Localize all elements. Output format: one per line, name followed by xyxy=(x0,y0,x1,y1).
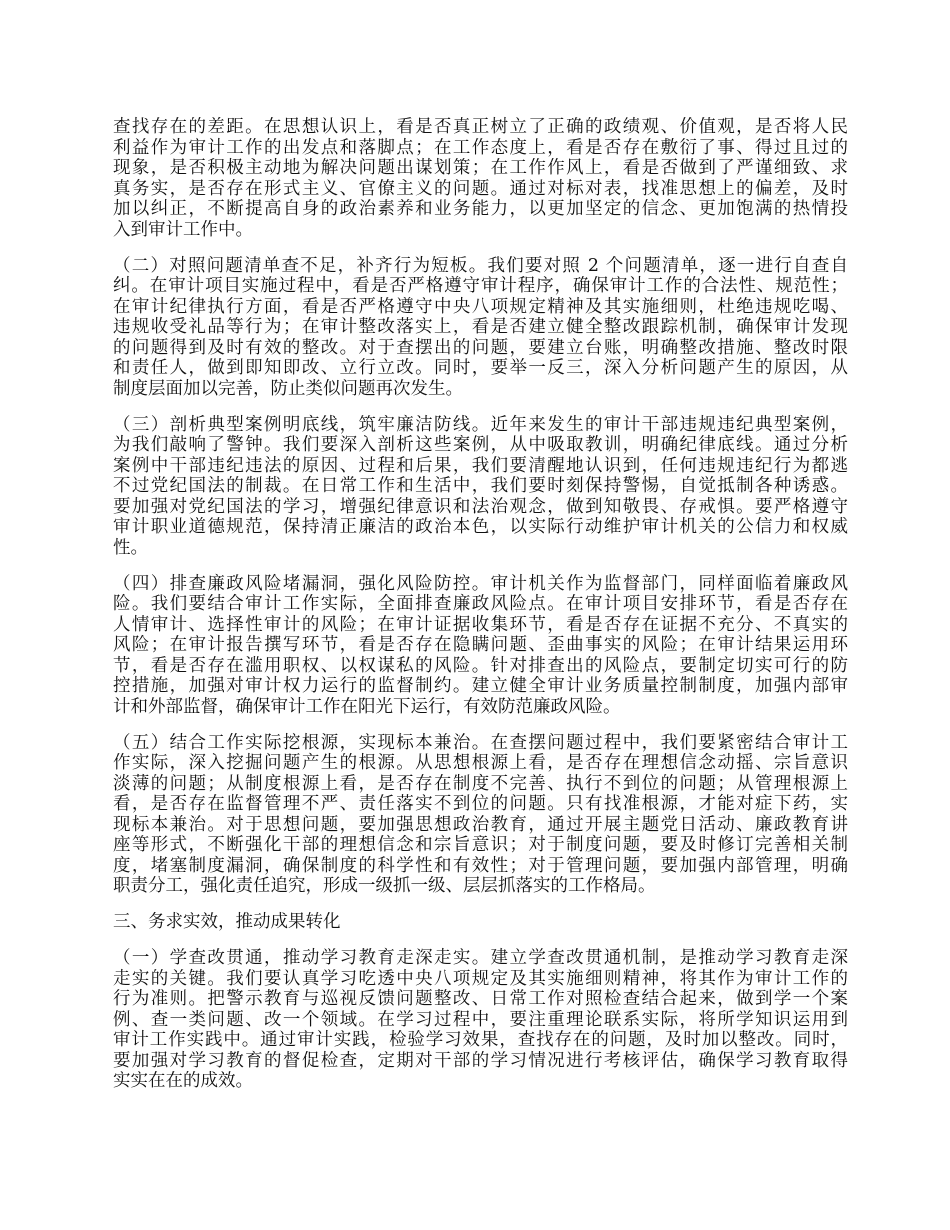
text-line: 审计工作实践中。通过审计实践，检验学习效果，查找存在的问题，及时加以整改。同时， xyxy=(113,1030,848,1050)
text-line: 不过党纪国法的制裁。在日常工作和生活中，我们要时刻保持警惕，自觉抵制各种诱惑。 xyxy=(113,476,848,496)
text-line: （五）结合工作实际挖根源，实现标本兼治。在查摆问题过程中，我们要紧密结合审计工 xyxy=(113,732,848,753)
text-line: 人情审计、选择性审计的风险；在审计证据收集环节，看是否存在证据不充分、不真实的 xyxy=(113,614,848,635)
text-line: （一）学查改贯通，推动学习教育走深走实。建立学查改贯通机制，是推动学习教育走深 xyxy=(113,948,848,968)
text-line: 看，是否存在监督管理不严、责任落实不到位的问题。只有找准根源，才能对症下药，实 xyxy=(113,794,848,814)
text-line: 险。我们要结合审计工作实际，全面排查廉政风险点。在审计项目安排环节，看是否存在 xyxy=(113,594,848,614)
text-line: 例、查一类问题、改一个领域。在学习过程中，要注重理论联系实际，将所学知识运用到 xyxy=(113,1009,848,1030)
text-line: 职责分工，强化责任追究，形成一级抓一级、层层抓落实的工作格局。 xyxy=(113,876,656,896)
text-line: 性。 xyxy=(113,537,148,558)
text-line: 为我们敲响了警钟。我们要深入剖析这些案例，从中吸取教训，明确纪律底线。通过分析 xyxy=(113,435,848,455)
text-line: 节，看是否存在滥用职权、以权谋私的风险。针对排查出的风险点，要制定切实可行的防 xyxy=(113,655,848,676)
text-line: 制度层面加以完善，防止类似问题再次发生。 xyxy=(113,378,463,399)
text-line: 加以纠正，不断提高自身的政治素养和业务能力，以更加坚定的信念、更加饱满的热情投 xyxy=(113,199,848,219)
section-heading xyxy=(113,912,848,933)
text-line: 要加强对学习教育的督促检查，定期对干部的学习情况进行考核评估，确保学习教育取得 xyxy=(113,1050,848,1071)
text-line: 作实际，深入挖掘问题产生的根源。从思想根源上看，是否存在理想信念动摇、宗旨意识 xyxy=(113,753,848,773)
text-line: 真务实，是否存在形式主义、官僚主义的问题。通过对标对表，找准思想上的偏差，及时 xyxy=(113,178,848,199)
text-line: 走实的关键。我们要认真学习吃透中央八项规定及其实施细则精神，将其作为审计工作的 xyxy=(113,968,848,989)
text-line: 在审计纪律执行方面，看是否严格遵守中央八项规定精神及其实施细则，杜绝违规吃喝、 xyxy=(113,296,848,317)
text-line: （四）排查廉政风险堵漏洞，强化风险防控。审计机关作为监督部门，同样面临着廉政风 xyxy=(113,573,848,594)
text-line: 现标本兼治。对于思想问题，要加强思想政治教育，通过开展主题党日活动、廉政教育讲 xyxy=(113,814,848,835)
text-line: 行为准则。把警示教育与巡视反馈问题整改、日常工作对照检查结合起来，做到学一个案 xyxy=(113,989,848,1009)
paragraph xyxy=(113,117,848,240)
text-line: 淡薄的问题；从制度根源上看，是否存在制度不完善、执行不到位的问题；从管理根源上 xyxy=(113,773,848,794)
text-line: 查找存在的差距。在思想认识上，看是否真正树立了正确的政绩观、价值观，是否将人民 xyxy=(113,117,848,137)
text-line: 控措施，加强对审计权力运行的监督制约。建立健全审计业务质量控制制度，加强内部审 xyxy=(113,676,848,696)
text-line: 和责任人，做到即知即改、立行立改。同时，要举一反三，深入分析问题产生的原因，从 xyxy=(113,358,848,378)
text-line: 三、务求实效，推动成果转化 xyxy=(113,912,341,932)
text-line: 利益作为审计工作的出发点和落脚点；在工作态度上，看是否存在敷衍了事、得过且过的 xyxy=(113,137,848,158)
text-line: 现象，是否积极主动地为解决问题出谋划策；在工作作风上，看是否做到了严谨细致、求 xyxy=(113,158,848,178)
paragraph xyxy=(113,948,848,1092)
text-line: 审计职业道德规范，保持清正廉洁的政治本色，以实际行动维护审计机关的公信力和权威 xyxy=(113,517,848,537)
paragraph xyxy=(113,415,848,559)
document-body xyxy=(113,117,848,1107)
text-line: 案例中干部违纪违法的原因、过程和后果，我们要清醒地认识到，任何违规违纪行为都逃 xyxy=(113,455,848,476)
text-line: 纠。在审计项目实施过程中，看是否严格遵守审计程序，确保审计工作的合法性、规范性； xyxy=(113,276,848,296)
paragraph xyxy=(113,733,848,897)
text-line: 度，堵塞制度漏洞，确保制度的科学性和有效性；对于管理问题，要加强内部管理，明确 xyxy=(113,855,848,876)
text-line: 实实在在的成效。 xyxy=(113,1071,253,1091)
text-line: 要加强对党纪国法的学习，增强纪律意识和法治观念，做到知敬畏、存戒惧。要严格遵守 xyxy=(113,496,848,517)
paragraph xyxy=(113,574,848,718)
text-line: 入到审计工作中。 xyxy=(113,219,253,240)
paragraph xyxy=(113,256,848,400)
text-line: 的问题得到及时有效的整改。对于查摆出的问题，要建立台账，明确整改措施、整改时限 xyxy=(113,337,848,358)
text-line: 风险；在审计报告撰写环节，看是否存在隐瞒问题、歪曲事实的风险；在审计结果运用环 xyxy=(113,635,848,655)
text-line: 座等形式，不断强化干部的理想信念和宗旨意识；对于制度问题，要及时修订完善相关制 xyxy=(113,835,848,855)
text-line: 计和外部监督，确保审计工作在阳光下运行，有效防范廉政风险。 xyxy=(113,696,621,717)
text-line: （二）对照问题清单查不足，补齐行为短板。我们要对照 2 个问题清单，逐一进行自查自 xyxy=(113,255,848,276)
text-line: 违规收受礼品等行为；在审计整改落实上，看是否建立健全整改跟踪机制，确保审计发现 xyxy=(113,317,848,337)
text-line: （三）剖析典型案例明底线，筑牢廉洁防线。近年来发生的审计干部违规违纪典型案例， xyxy=(113,414,848,435)
